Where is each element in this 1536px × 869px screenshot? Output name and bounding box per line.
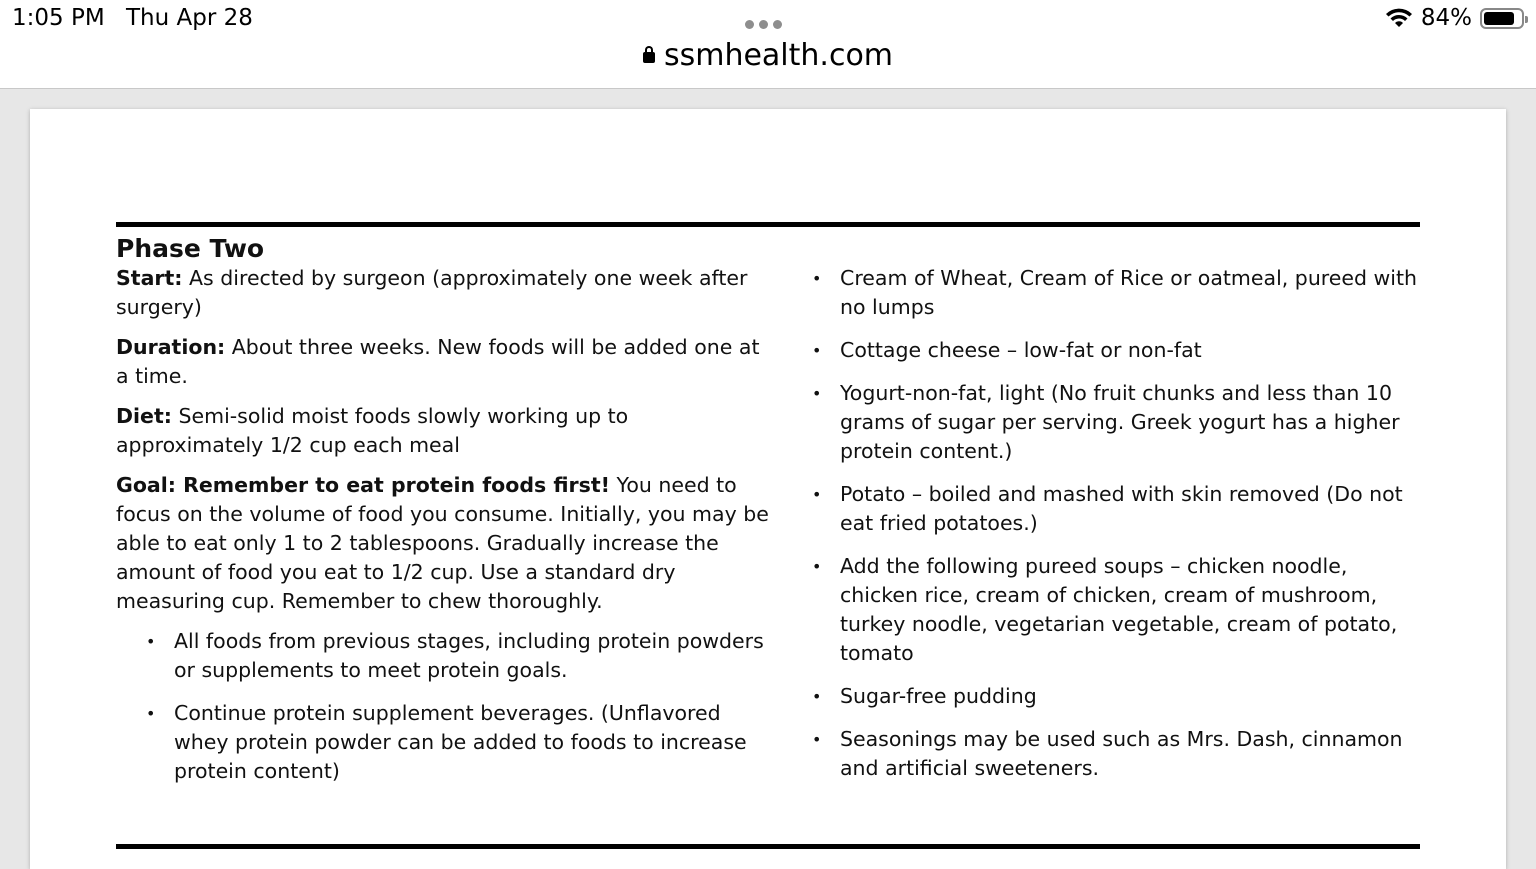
bottom-divider — [116, 844, 1420, 849]
list-item: • All foods from previous stages, including protein powders or supplements to meet protein goals. — [146, 627, 776, 685]
address-bar[interactable] — [0, 38, 1536, 73]
battery-nub — [1525, 16, 1528, 23]
status-time: 1:05 PM — [12, 5, 105, 31]
system-indicators — [1385, 5, 1524, 31]
list-item: • Continue protein supplement beverages. (Unflavored whey protein powder can be added to foods to increase protein content) — [146, 699, 776, 786]
top-divider — [116, 222, 1420, 227]
battery-percent: 84% — [1420, 5, 1472, 31]
list-item: • Sugar-free pudding — [812, 682, 1422, 711]
duration-paragraph — [116, 333, 776, 391]
left-bullet-list — [116, 627, 776, 786]
diet-paragraph — [116, 402, 776, 460]
list-item: • Yogurt-non-fat, light (No fruit chunks and less than 10 grams of sugar per serving. Greek yogurt has a higher protein content.) — [812, 379, 1422, 466]
lock-icon — [643, 52, 655, 63]
battery-icon — [1480, 8, 1524, 29]
battery-fill — [1484, 12, 1514, 25]
status-date: Thu Apr 28 — [126, 5, 253, 31]
section-heading: Phase Two — [116, 234, 265, 263]
list-item: • Cottage cheese – low-fat or non-fat — [812, 336, 1422, 365]
status-bar — [0, 0, 1536, 89]
start-text: As directed by surgeon (approximately one week after surgery) — [116, 266, 748, 319]
pdf-page — [30, 109, 1506, 869]
multitasking-dots[interactable] — [745, 20, 782, 29]
dot — [745, 20, 754, 29]
dot — [759, 20, 768, 29]
list-item: • Add the following pureed soups – chicken noodle, chicken rice, cream of chicken, cream of mushroom, turkey noodle, vegetarian vegetable, cream of potato, tomato — [812, 552, 1422, 668]
goal-paragraph — [116, 471, 776, 616]
right-bullet-list — [812, 264, 1422, 783]
right-column — [812, 264, 1422, 797]
duration-text: About three weeks. New foods will be added one at a time. — [116, 335, 760, 388]
goal-label: Goal: Remember to eat protein foods first! — [116, 473, 611, 497]
duration-label: Duration: — [116, 335, 226, 359]
list-item: • Cream of Wheat, Cream of Rice or oatmeal, pureed with no lumps — [812, 264, 1422, 322]
list-item: • Potato – boiled and mashed with skin removed (Do not eat fried potatoes.) — [812, 480, 1422, 538]
left-column — [116, 233, 776, 800]
diet-text: Semi-solid moist foods slowly working up to approximately 1/2 cup each meal — [116, 404, 629, 457]
diet-label: Diet: — [116, 404, 172, 428]
list-item: • Seasonings may be used such as Mrs. Dash, cinnamon and artificial sweeteners. — [812, 725, 1422, 783]
wifi-icon — [1385, 7, 1413, 29]
goal-text: You need to focus on the volume of food you consume. Initially, you may be able to eat only 1 to 2 tablespoons. Gradually increase the amount of food you eat to 1/2 cup. Use a standard dry measuring cup. Remember to chew thoroughly. — [116, 473, 769, 613]
dot — [773, 20, 782, 29]
start-paragraph — [116, 264, 776, 322]
start-label: Start: — [116, 266, 183, 290]
url-text: ssmhealth.com — [663, 38, 894, 73]
